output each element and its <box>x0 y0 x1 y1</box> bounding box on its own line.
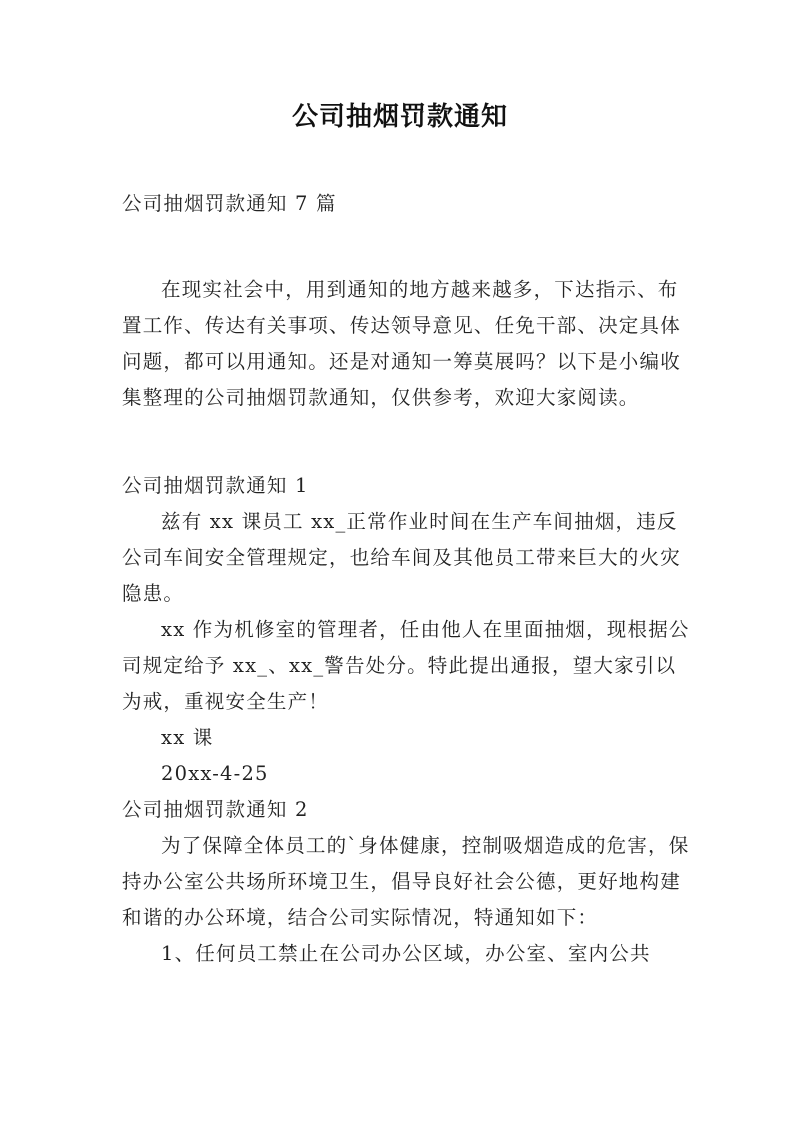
document-body <box>122 186 692 972</box>
section-2-paragraph-1: 为了保障全体员工的`身体健康，控制吸烟造成的危害，保持办公室公共场所环境卫生，倡导良好社会公德，更好地构建和谐的办公环境，结合公司实际情况，特通知如下： <box>122 834 690 929</box>
section-1-signature: xx 课 <box>161 726 214 749</box>
section-1-heading: 公司抽烟罚款通知 1 <box>122 474 309 497</box>
document-title: 公司抽烟罚款通知 <box>291 102 508 132</box>
section-2-heading: 公司抽烟罚款通知 2 <box>122 798 309 821</box>
section-1-paragraph-1: 兹有 xx 课员工 xx_正常作业时间在生产车间抽烟，违反公司车间安全管理规定，也给车间及其他员工带来巨大的火灾隐患。 <box>122 510 681 605</box>
section-2-item-1: 1、任何员工禁止在公司办公区域，办公室、室内公共 <box>161 942 651 965</box>
section-1-paragraph-2: xx 作为机修室的管理者，任由他人在里面抽烟，现根据公司规定给予 xx_、xx_警告处分。特此提出通报，望大家引以为戒，重视安全生产！ <box>122 618 690 713</box>
document-subtitle: 公司抽烟罚款通知 7 篇 <box>122 192 337 215</box>
intro-paragraph: 在现实社会中，用到通知的地方越来越多，下达指示、布置工作、传达有关事项、传达领导意见、任免干部、决定具体问题，都可以用通知。还是对通知一筹莫展吗？以下是小编收集整理的公司抽烟罚款通知，仅供参考，欢迎大家阅读。 <box>122 278 681 409</box>
section-1-date: 20xx-4-25 <box>161 762 269 785</box>
